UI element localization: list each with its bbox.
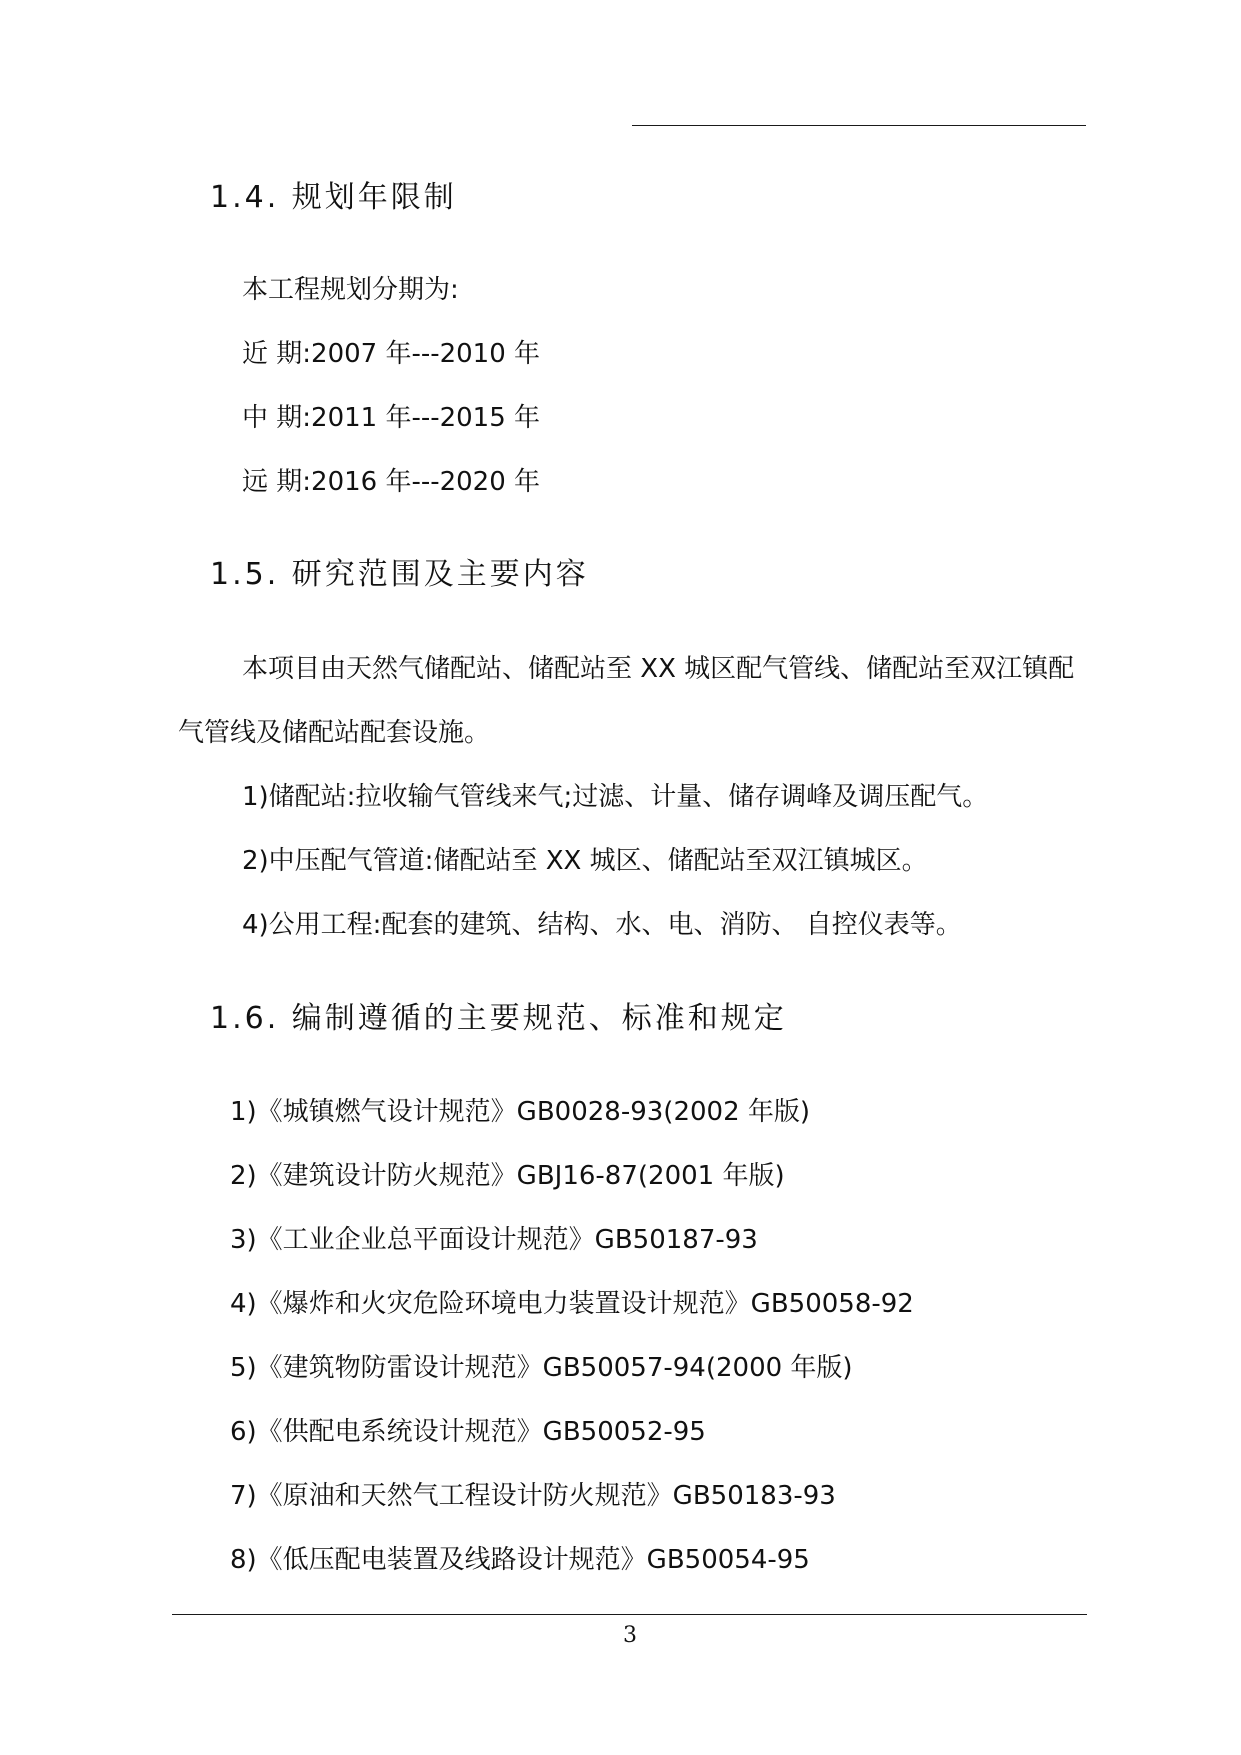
scope-item-4: 4)公用工程:配套的建筑、结构、水、电、消防、 自控仪表等。 (242, 910, 962, 940)
period-far: 远 期:2016 年---2020 年 (242, 467, 541, 497)
section-1-4-intro: 本工程规划分期为: (242, 275, 459, 305)
page-number: 3 (623, 1623, 637, 1648)
scope-item-2: 2)中压配气管道:储配站至 XX 城区、储配站至双江镇城区。 (242, 846, 928, 876)
scope-item-1: 1)储配站:拉收输气管线来气;过滤、计量、储存调峰及调压配气。 (242, 782, 989, 812)
period-near: 近 期:2007 年---2010 年 (242, 339, 541, 369)
standard-item-5: 5)《建筑物防雷设计规范》GB50057-94(2000 年版) (230, 1353, 853, 1383)
standard-item-8: 8)《低压配电装置及线路设计规范》GB50054-95 (230, 1545, 810, 1575)
footer-rule (172, 1614, 1087, 1615)
standard-item-1: 1)《城镇燃气设计规范》GB0028-93(2002 年版) (230, 1097, 811, 1127)
standard-item-7: 7)《原油和天然气工程设计防火规范》GB50183-93 (230, 1481, 836, 1511)
period-mid: 中 期:2011 年---2015 年 (242, 403, 541, 433)
standard-item-2: 2)《建筑设计防火规范》GBJ16-87(2001 年版) (230, 1161, 785, 1191)
standard-item-3: 3)《工业企业总平面设计规范》GB50187-93 (230, 1225, 758, 1255)
section-1-5-paragraph-line2: 气管线及储配站配套设施。 (178, 718, 491, 748)
section-heading-1-4: 1.4. 规划年限制 (210, 180, 457, 215)
section-1-5-paragraph-line1: 本项目由天然气储配站、储配站至 XX 城区配气管线、储配站至双江镇配 (242, 654, 1075, 684)
standard-item-4: 4)《爆炸和火灾危险环境电力装置设计规范》GB50058-92 (230, 1289, 914, 1319)
header-rule (632, 125, 1086, 126)
section-heading-1-5: 1.5. 研究范围及主要内容 (210, 557, 589, 592)
standard-item-6: 6)《供配电系统设计规范》GB50052-95 (230, 1417, 706, 1447)
section-heading-1-6: 1.6. 编制遵循的主要规范、标准和规定 (210, 1001, 787, 1036)
